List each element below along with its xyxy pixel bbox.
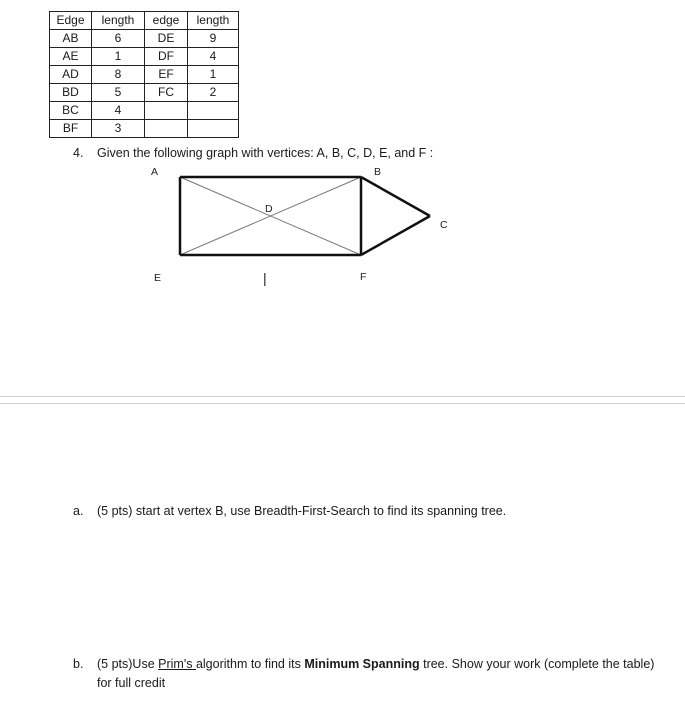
part-a-text: (5 pts) start at vertex B, use Breadth-First-Search to find its spanning tree. bbox=[97, 504, 507, 518]
table-header-cell: edge bbox=[145, 12, 188, 30]
table-cell: 4 bbox=[92, 102, 145, 120]
question-number: 4. bbox=[73, 146, 84, 160]
vertex-label-d: D bbox=[265, 203, 273, 215]
edge-BC bbox=[361, 177, 430, 216]
part-b-text bbox=[97, 655, 672, 693]
vertex-label-b: B bbox=[374, 166, 382, 178]
table-cell: DF bbox=[145, 48, 188, 66]
table-cell: AB bbox=[50, 30, 92, 48]
table-cell: 9 bbox=[188, 30, 239, 48]
part-b-letter: b. bbox=[73, 657, 84, 671]
table-cell: 8 bbox=[92, 66, 145, 84]
question-text: Given the following graph with vertices: A, B, C, D, E, and F : bbox=[97, 146, 434, 160]
graph-diagram bbox=[0, 0, 685, 300]
table-cell: EF bbox=[145, 66, 188, 84]
table-header-cell: length bbox=[188, 12, 239, 30]
table-cell: 1 bbox=[92, 48, 145, 66]
table-cell: 3 bbox=[92, 120, 145, 138]
table-cell: FC bbox=[145, 84, 188, 102]
vertex-label-c: C bbox=[440, 219, 448, 231]
part-b-text-end: tree. Show your work (complete the table) for full credit bbox=[97, 657, 655, 690]
text-cursor-glyph: | bbox=[263, 270, 267, 286]
table-cell: 2 bbox=[188, 84, 239, 102]
part-b-text-start: (5 pts)Use bbox=[97, 657, 159, 671]
part-b-text-middle: algorithm to find its bbox=[195, 657, 305, 671]
part-b-bold-term: Minimum Spanning bbox=[304, 657, 420, 671]
table-cell: AD bbox=[50, 66, 92, 84]
part-a-letter: a. bbox=[73, 504, 84, 518]
table-header-cell: Edge bbox=[50, 12, 92, 30]
page-divider-bottom bbox=[0, 403, 685, 404]
table-cell: 4 bbox=[188, 48, 239, 66]
table-cell: 5 bbox=[92, 84, 145, 102]
table-cell: AE bbox=[50, 48, 92, 66]
page-divider-top bbox=[0, 396, 685, 397]
vertex-label-e: E bbox=[154, 272, 162, 284]
vertex-label-f: F bbox=[360, 271, 367, 283]
prims-link[interactable]: Prim's bbox=[158, 657, 196, 671]
table-cell: 6 bbox=[92, 30, 145, 48]
table-cell: DE bbox=[145, 30, 188, 48]
table-cell: BC bbox=[50, 102, 92, 120]
vertex-label-a: A bbox=[151, 166, 159, 178]
table-cell: BD bbox=[50, 84, 92, 102]
table-header-cell: length bbox=[92, 12, 145, 30]
table-cell: BF bbox=[50, 120, 92, 138]
edge-FC bbox=[361, 216, 430, 255]
table-cell: 1 bbox=[188, 66, 239, 84]
